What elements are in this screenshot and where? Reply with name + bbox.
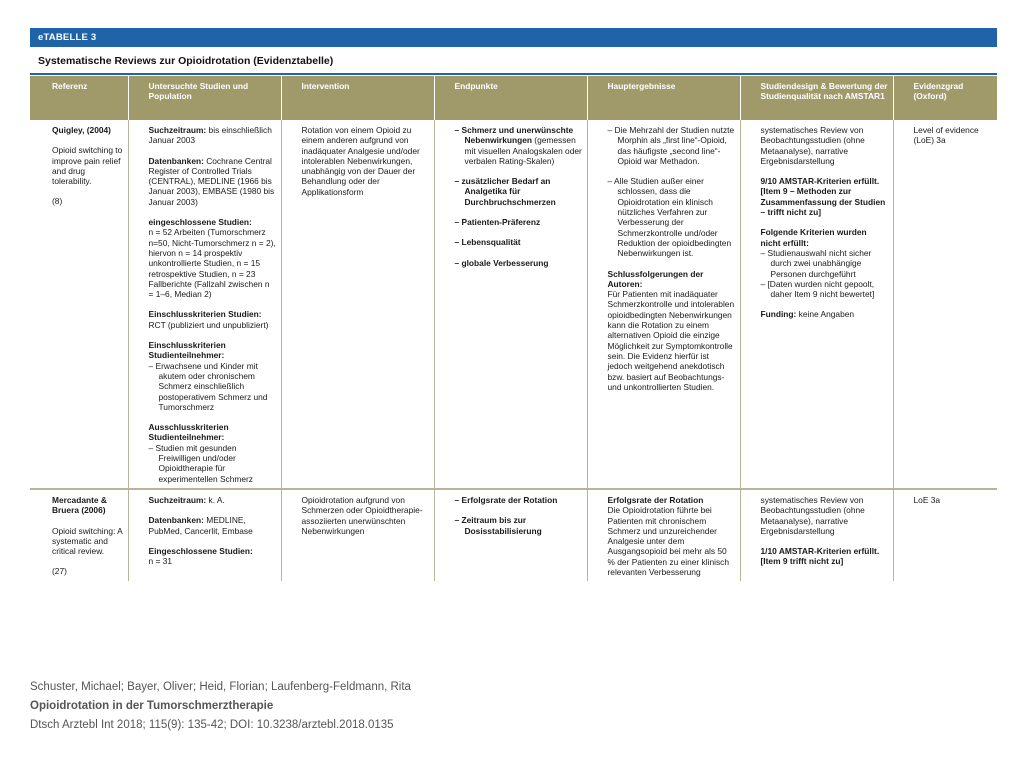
not-met-item: – [Daten wurden nicht gepoolt, daher Item 9 nicht bewertet] [760,278,875,300]
label: Suchzeitraum: [148,494,207,505]
cell-referenz [30,120,128,489]
funding-label: Funding: [760,309,797,320]
amstar-score: 9/10 AMSTAR-Kriterien erfüllt. [Item 9 – Methoden zur Zusammenfassung der Studien – trifft nicht zu] [760,176,886,218]
etabelle-label: eTABELLE 3 [30,28,997,47]
evidence-table-document [30,28,997,648]
label: Einschlusskriterien Studien: [148,309,262,320]
cell-referenz [30,489,128,581]
cell-studiendesign [740,489,893,581]
value: MEDLINE, PubMed, Cancerlit, Embase [148,515,253,536]
evidence-table [30,76,997,581]
ref-number: (8) [52,196,63,207]
table-title: Systematische Reviews zur Opioidrotation (Evidenztabelle) [38,55,334,67]
value: Cochrane Central Register of Controlled Trials (CENTRAL), MEDLINE (1966 bis Januar 2003), EMBASE (1980 bis Januar 2003) [148,155,275,207]
value: RCT (publiziert und unpubliziert) [148,319,269,330]
endpoint: – zusätzlicher Bedarf an Analgetika für Durchbruchschmerzen [454,176,556,207]
endpoint: – Patienten-Präferenz [454,217,541,228]
design-intro: systematisches Review von Beobachtungsstudien (ohne Metaanalyse), narrative Ergebnisdarstellung [760,494,865,536]
ref-name: Mercadante & Bruera (2006) [52,494,107,516]
col-header-endpunkte: Endpunkte [434,76,587,120]
col-header-referenz: Referenz [30,76,128,120]
cell-evidenzgrad: Level of evidence (LoE) 3a [893,120,997,489]
value: – Studien mit gesunden Freiwilligen und/oder Opioidtherapie für experimentellen Schmerz [148,442,253,484]
label: Einschlusskriterien Studienteilnehmer: [148,340,226,361]
ref-name: Quigley, (2004) [52,125,111,135]
ref-title: Opioid switching: A systematic and critical review. [52,525,123,557]
col-header-intervention: Intervention [281,76,434,120]
cell-studiendesign [740,120,893,489]
table-row [30,120,997,489]
footer-title: Opioidrotation in der Tumorschmerztherapie [30,700,274,712]
cell-endpunkte [434,120,587,489]
title-rule [30,73,997,75]
ref-title: Opioid switching to improve pain relief and drug tolerability. [52,145,123,187]
label: eingeschlossene Studien: [148,217,252,228]
conclusion-text: Für Patienten mit inadäquater Schmerzkontrolle und intolerablen opioidbedingten Nebenwirkungen kann die Rotation zu einem alternativen Opioid die einzige Möglichkeit zur Symptomkontrolle sein. Die Evidenz hierfür ist jedoch weitgehend anekdotisch bzw. basiert auf Beobachtungs- und unkontrollierten Studien. [607,289,735,392]
result-text: Die Opioidrotation führte bei Patienten mit chronischem Schmerz und unzureichender Analgesie unter dem Ausgangsopioid bei mehr als 50 % der Patienten zu einer klinisch relevanten Verbesserung [607,505,730,577]
col-header-studiendesign: Studiendesign & Bewertung der Studienqualität nach AMSTAR1 [740,76,893,120]
cell-endpunkte [434,489,587,581]
value: bis einschließlich Januar 2003 [148,125,272,146]
cell-intervention: Rotation von einem Opioid zu einem anderen aufgrund von inadäquater Analgesie und/oder intolerablen Nebenwirkungen, unabhängig von der Dauer der Behandlung oder der Applikationsform [281,120,434,489]
endpoint: – Lebensqualität [454,237,521,248]
not-met-item: – Studienauswahl nicht sicher durch zwei unabhängige Personen durchgeführt [760,247,872,279]
amstar-score: 1/10 AMSTAR-Kriterien erfüllt. [Item 9 trifft nicht zu] [760,546,880,567]
funding-value: keine Angaben [796,309,855,320]
cell-hauptergebnisse [587,120,740,489]
cell-hauptergebnisse [587,489,740,581]
cell-studien [128,120,281,489]
table-row [30,489,997,581]
footer-citation: Dtsch Arztebl Int 2018; 115(9): 135-42; DOI: 10.3238/arztebl.2018.0135 [30,719,394,731]
label: Ausschlusskriterien Studienteilnehmer: [148,422,229,443]
value: n = 52 Arbeiten (Tumorschmerz n=50, Nicht-Tumorschmerz n = 2), hiervon n = 14 prospektiv unkontrollierte Studien, n = 15 retrospektive Studien, n = 23 Fallberichte (Fallzahl zwischen n = 1–6, Median 2) [148,227,276,300]
result-label: Erfolgsrate der Rotation [607,494,704,505]
footer-authors: Schuster, Michael; Bayer, Oliver; Heid, Florian; Laufenberg-Feldmann, Rita [30,681,411,693]
cell-intervention: Opioidrotation aufgrund von Schmerzen oder Opioidtherapie-assoziierten unerwünschten Nebenwirkungen [281,489,434,581]
cell-evidenzgrad: LoE 3a [893,489,997,581]
label: Datenbanken: [148,515,204,526]
label: Eingeschlossene Studien: [148,545,253,556]
conclusion-label: Schlussfolgerungen der Autoren: [607,268,704,289]
endpoint: – globale Verbesserung [454,257,549,268]
endpoint: – Schmerz und unerwünschte Nebenwirkungen [454,125,574,146]
cell-studien [128,489,281,581]
endpoint: – Zeitraum bis zur Dosisstabilisierung [454,515,542,536]
not-met-label: Folgende Kriterien wurden nicht erfüllt: [760,227,867,248]
value: n = 31 [148,556,173,567]
result-bullet: – Die Mehrzahl der Studien nutzte Morphin als „first line“-Opioid, das häufigste „second line“-Opioid war Methadon. [607,125,735,166]
value: k. A. [206,494,225,505]
value: – Erwachsene und Kinder mit akutem oder chronischem Schmerz einschließlich postoperativem Schmerz und Tumorschmerz [148,360,268,412]
col-header-studien: Untersuchte Studien und Population [128,76,281,120]
result-bullet: – Alle Studien außer einer schlossen, dass die Opioidrotation ein klinisch nützliches Verfahren zur Verbesserung der Schmerzkontrolle und/oder Reduktion der opioidbedingten Nebenwirkungen ist. [607,176,732,259]
col-header-evidenzgrad: Evidenzgrad (Oxford) [893,76,997,120]
label: Datenbanken: [148,155,204,166]
ref-number: (27) [52,566,67,577]
endpoint: – Erfolgsrate der Rotation [454,494,558,505]
col-header-hauptergebnisse: Hauptergebnisse [587,76,740,120]
label: Suchzeitraum: [148,125,207,135]
endpoint-detail: (gemessen mit visuellen Analogskalen oder verbalen Rating-Skalen) [464,135,582,166]
header-row [30,76,997,120]
design-intro: systematisches Review von Beobachtungsstudien (ohne Metaanalyse), narrative Ergebnisdarstellung [760,125,865,166]
